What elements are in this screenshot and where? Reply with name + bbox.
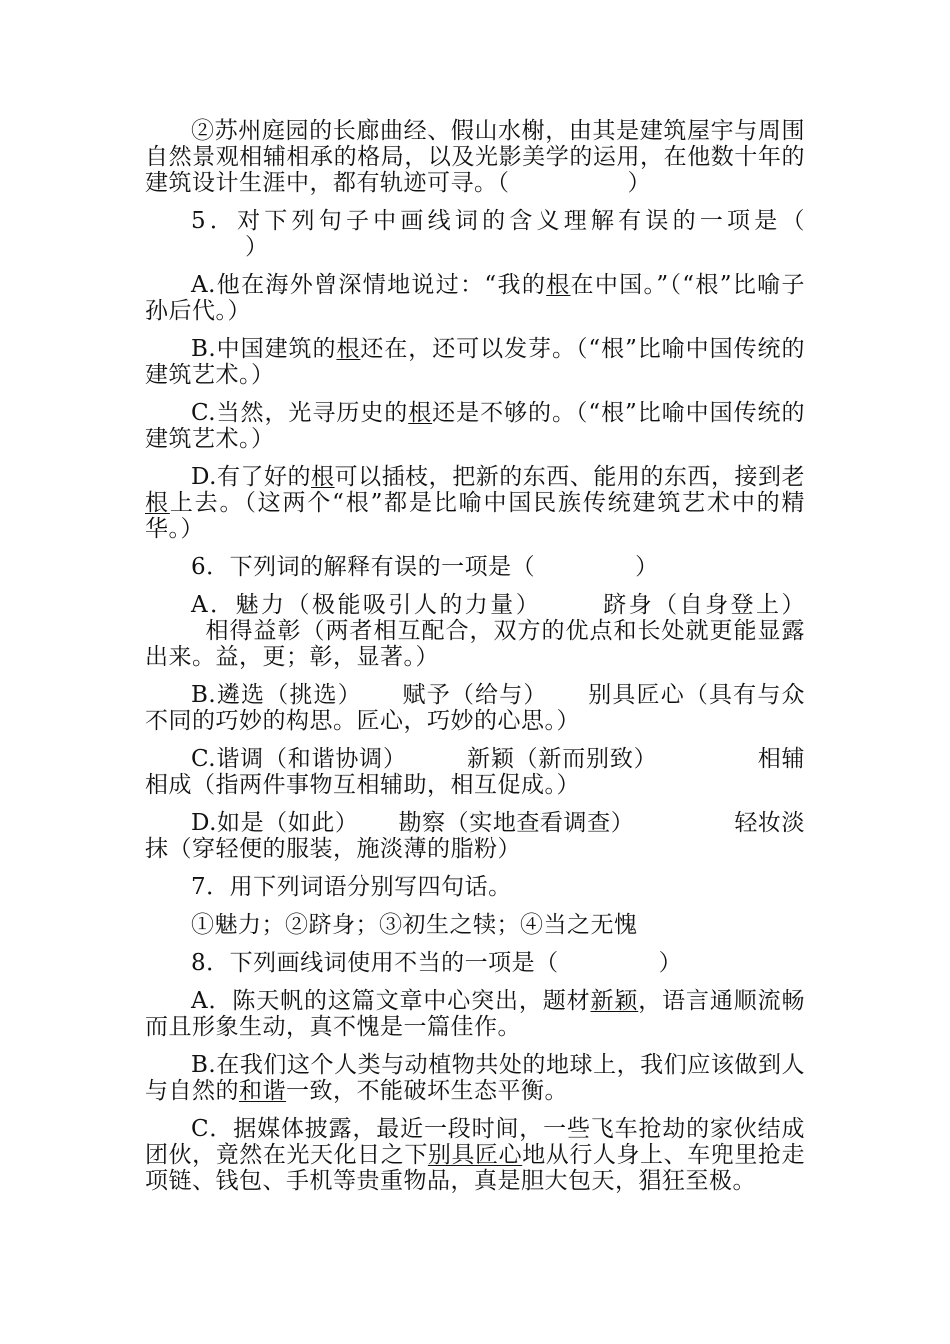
paragraph: [145, 400, 805, 452]
text-run: ②苏州庭园的长廊曲经、假山水榭，由其是建筑屋宇与周围自然景观相辅相承的格局，以及光影美学的运用，在他数十年的建筑设计生涯中，都有轨迹可寻。（: [145, 118, 805, 196]
text-run: 6．下列词的解释有误的一项是（: [191, 554, 536, 580]
paragraph: [145, 950, 805, 976]
text-run: C.当然，光寻历史的: [191, 400, 409, 426]
text-run: B.在我们这个人类与动植物共处的地球上，我们应该做到人与自然的: [145, 1052, 805, 1104]
paragraph: [145, 1052, 805, 1104]
text-run: 相辅相成（指两件事物互相辅助，相互促成。）: [145, 746, 806, 798]
underlined-term: 根: [145, 490, 170, 516]
text-run: ①魅力；②跻身；③初生之犊；④当之无愧: [191, 912, 638, 938]
text-run: B.遴选（挑选）: [191, 682, 362, 708]
text-run: 还在，还可以发芽。（“根”比喻中国传统的建筑艺术。）: [145, 336, 805, 388]
paragraph: [145, 746, 805, 798]
paragraph: [145, 682, 805, 734]
text-run: 别具匠心（具有与众不同的巧妙的构思。匠心，巧妙的心思。）: [145, 682, 806, 734]
text-run: 勘察（实地查看调查）: [398, 810, 635, 836]
text-run: 一致，不能破坏生态平衡。: [286, 1078, 568, 1104]
text-run: 8．下列画线词使用不当的一项是（: [191, 950, 559, 976]
paragraph: [145, 988, 805, 1040]
text-run: ）: [627, 170, 651, 196]
underlined-term: 新颖: [590, 988, 639, 1014]
text-run: D.如是（如此）: [191, 810, 359, 836]
paragraph: [145, 336, 805, 388]
paragraph: [145, 554, 805, 580]
text-run: 5．对下列句子中画线词的含义理解有误的一项是（: [191, 208, 805, 234]
text-run: 可以插枝，把新的东西、能用的东西，接到老: [334, 464, 806, 490]
paragraph: [145, 272, 805, 324]
underlined-term: 根: [546, 272, 571, 298]
text-run: 在中国。”（“根”比喻子孙后代。）: [145, 272, 806, 324]
text-run: ，语言通顺流畅而且形象生动，真不愧是一篇佳作。: [145, 988, 805, 1040]
text-run: A．魅力（极能吸引人的力量）: [191, 592, 542, 618]
underlined-term: 根: [336, 336, 361, 362]
paragraph: [145, 810, 805, 862]
text-run: ）: [635, 554, 659, 580]
paragraph: [145, 912, 805, 938]
text-run: A.他在海外曾深情地说过：“我的: [191, 272, 547, 298]
document-page: [145, 118, 805, 1206]
paragraph: [145, 208, 805, 260]
text-run: 相得益彰（两者相互配合，双方的优点和长处就更能显露出来。益，更；彰，显著。）: [145, 618, 805, 670]
text-run: 轻妆淡抹（穿轻便的服装，施淡薄的脂粉）: [145, 810, 806, 862]
text-run: 地从行人身上、车兜里抢走项链、钱包、手机等贵重物品，真是胆大包天，猖狂至极。: [145, 1142, 806, 1194]
text-run: 新颖（新而别致）: [466, 746, 658, 772]
text-run: ）: [245, 234, 269, 260]
paragraph: [145, 118, 805, 196]
text-run: 还是不够的。（“根”比喻中国传统的建筑艺术。）: [145, 400, 805, 452]
underlined-term: 根: [408, 400, 433, 426]
paragraph: [145, 464, 805, 542]
text-run: 跻身（自身登上）: [601, 592, 805, 618]
text-run: C．据媒体披露，最近一段时间，一些飞车抢劫的家伙结成团伙，竟然在光天化日之下: [145, 1116, 805, 1168]
text-run: 7．用下列词语分别写四句话。: [191, 874, 512, 900]
text-run: 上去。（这两个“根”都是比喻中国民族传统建筑艺术中的精华。）: [145, 490, 805, 542]
paragraph: [145, 874, 805, 900]
text-run: ）: [658, 950, 683, 976]
underlined-term: 和谐: [239, 1078, 286, 1104]
underlined-term: 别具匠心: [427, 1142, 523, 1168]
paragraph: [145, 592, 805, 670]
text-run: D.有了好的: [191, 464, 312, 490]
text-run: 赋予（给与）: [401, 682, 548, 708]
underlined-term: 根: [311, 464, 335, 490]
text-run: A．陈天帆的这篇文章中心突出，题材: [191, 988, 591, 1014]
text-run: C.谐调（和谐协调）: [191, 746, 407, 772]
paragraph: [145, 1116, 805, 1194]
text-run: B.中国建筑的: [191, 336, 337, 362]
